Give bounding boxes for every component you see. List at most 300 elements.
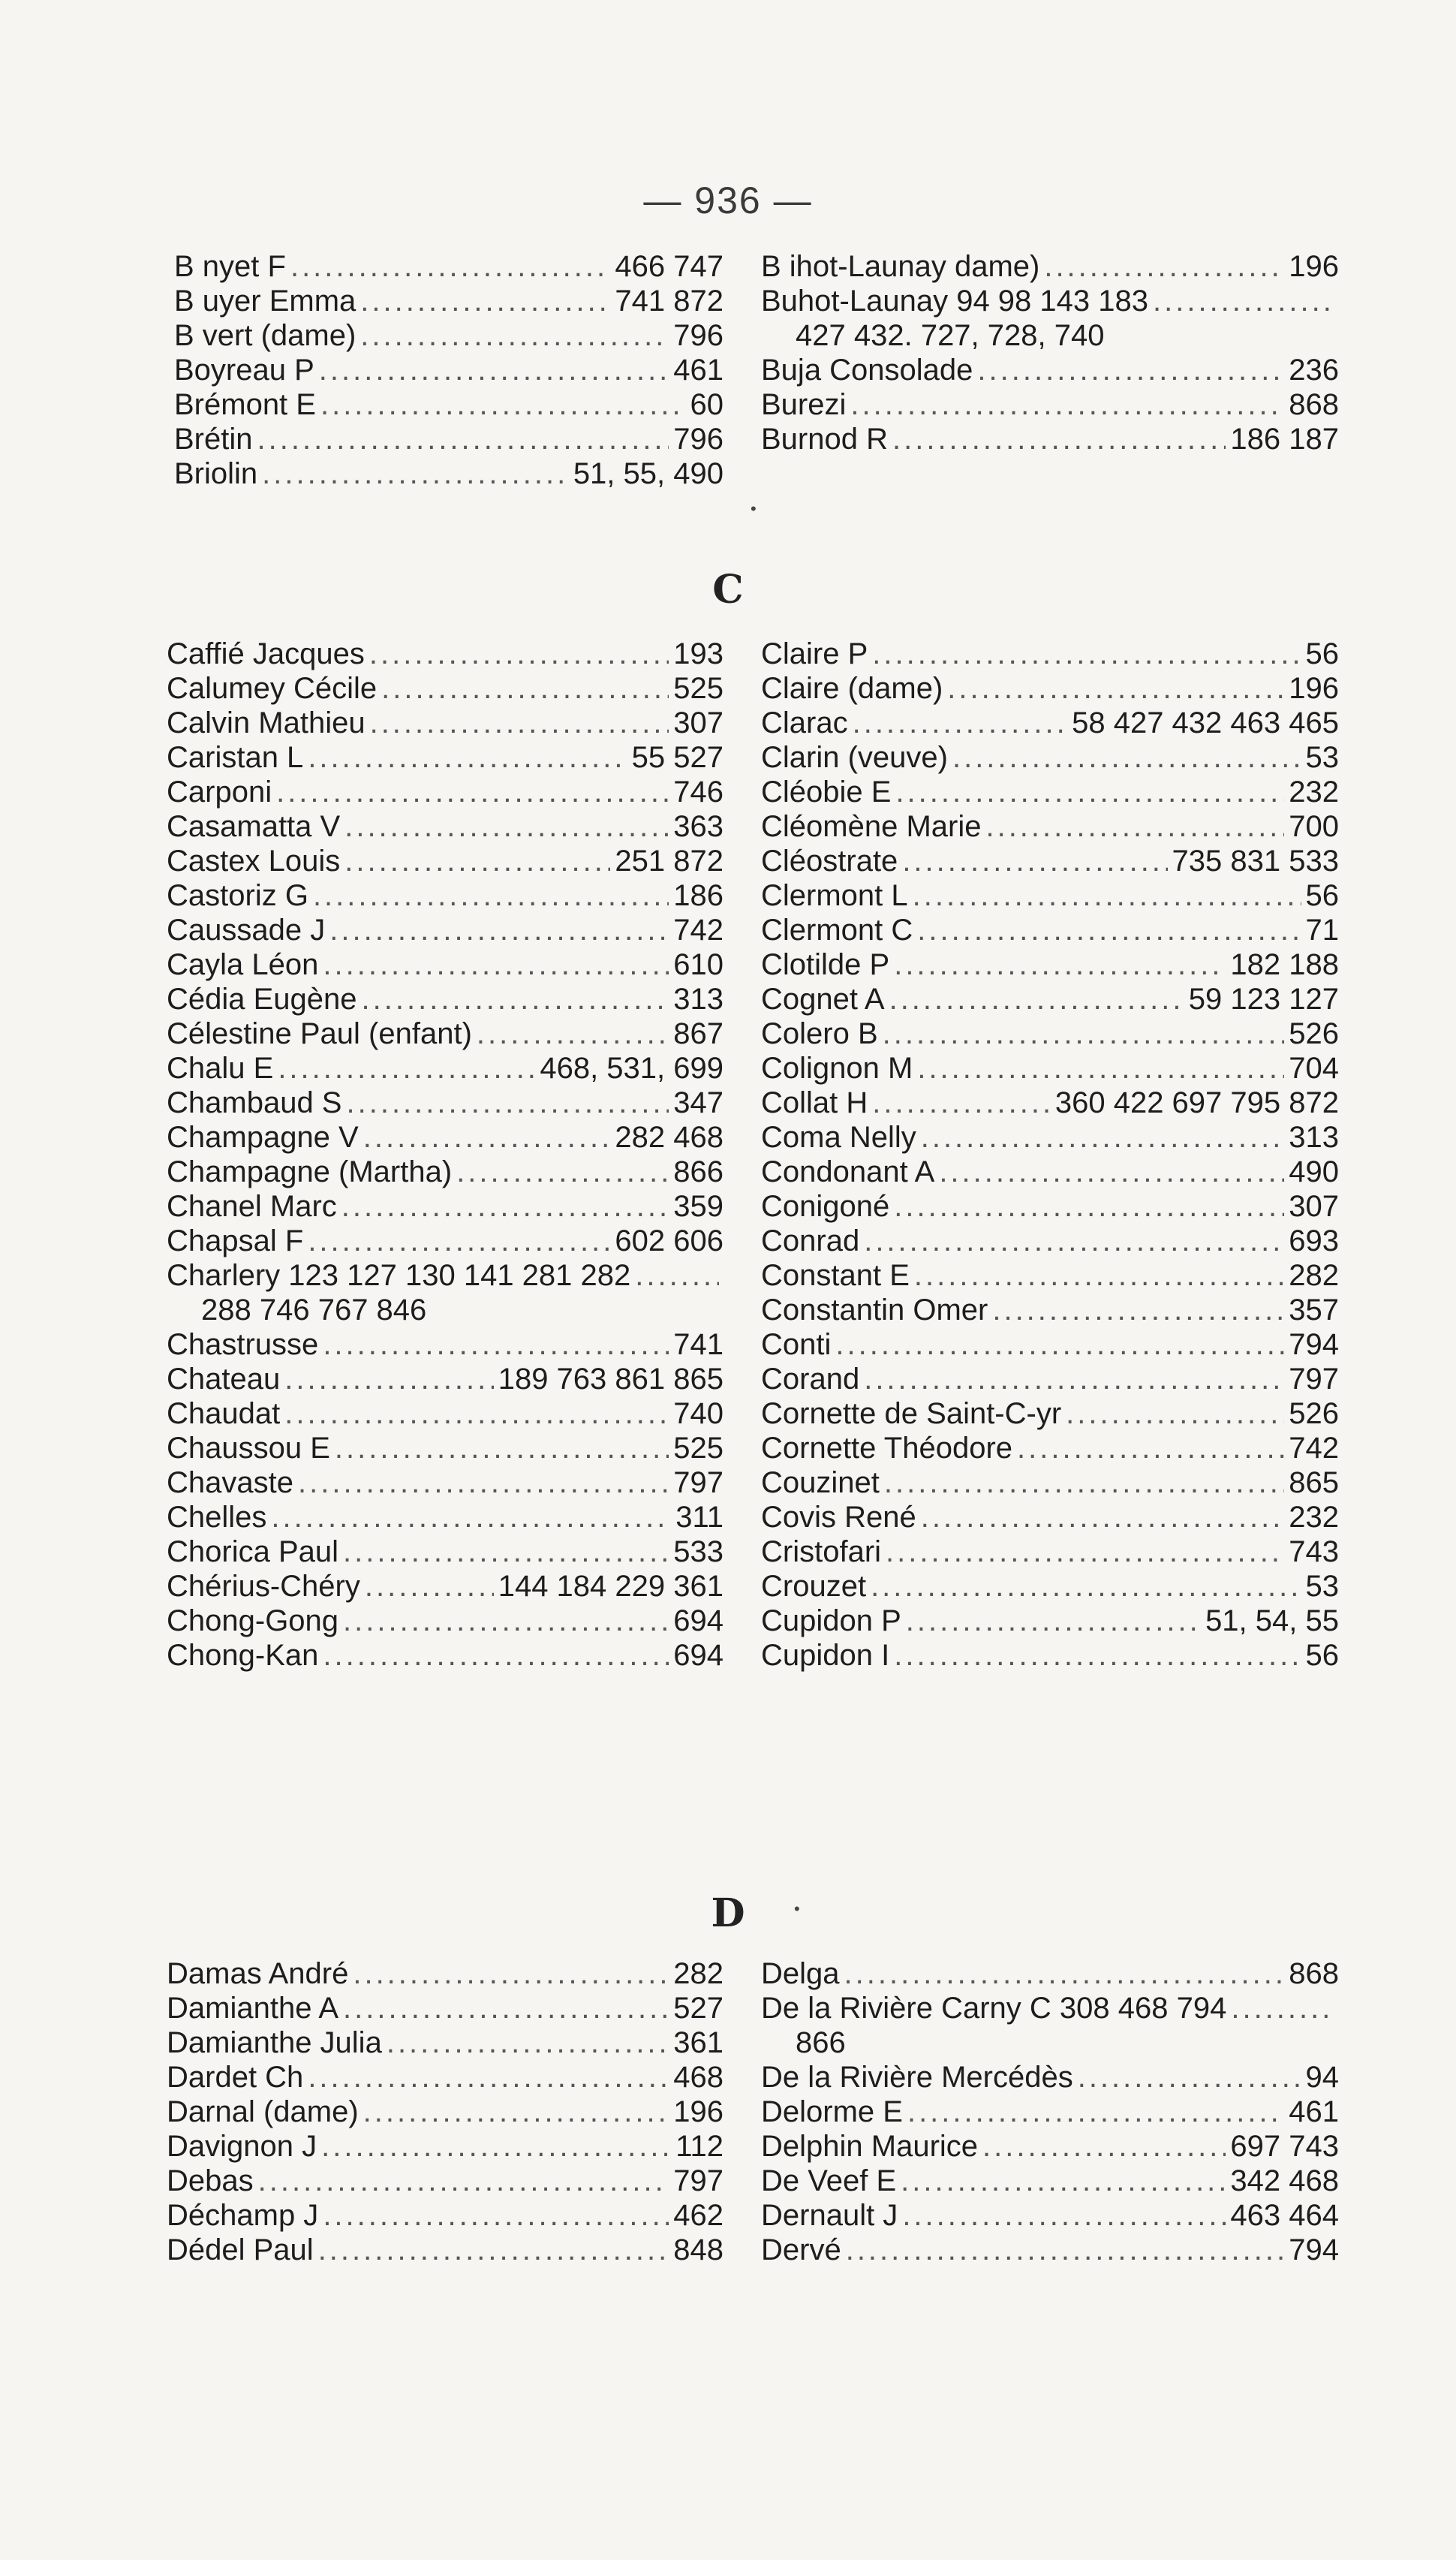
index-entry	[174, 422, 723, 456]
dot-leader	[308, 2060, 669, 2095]
dot-leader	[318, 2233, 669, 2267]
index-entry	[167, 1362, 723, 1396]
entry-name: Clarin (veuve)	[761, 741, 948, 774]
index-entry	[167, 1956, 723, 1991]
ink-speck: •	[794, 1899, 800, 1918]
index-entry	[174, 284, 723, 318]
entry-name: Cognet A	[761, 983, 885, 1016]
dot-leader	[346, 1086, 669, 1120]
entry-page-refs: 71	[1305, 914, 1339, 947]
entry-page-refs: 313	[673, 983, 723, 1016]
entry-page-refs: 742	[1289, 1432, 1339, 1465]
index-entry	[167, 2060, 723, 2095]
dot-leader	[864, 1224, 1284, 1258]
dot-leader	[889, 982, 1184, 1016]
entry-name: Cupidon I	[761, 1639, 890, 1672]
entry-name: Carponi	[167, 776, 272, 809]
entry-name: Déchamp J	[167, 2199, 319, 2232]
index-entry	[167, 1155, 723, 1189]
dot-leader	[939, 1155, 1284, 1189]
entry-name: Cornette de Saint-C-yr	[761, 1397, 1062, 1430]
index-entry	[761, 1604, 1339, 1638]
index-entry	[761, 1224, 1339, 1258]
entry-name: Chapsal F	[167, 1224, 304, 1257]
entry-page-refs: 461	[673, 354, 723, 387]
entry-page-refs: 694	[673, 1639, 723, 1672]
dot-leader	[387, 2025, 669, 2060]
entry-name: Caussade J	[167, 914, 326, 947]
dot-leader	[835, 1327, 1284, 1362]
entry-page-refs: 56	[1305, 637, 1339, 670]
dot-leader	[1066, 1396, 1284, 1431]
entry-name: Caristan L	[167, 741, 304, 774]
dot-leader	[913, 878, 1301, 913]
entry-page-refs: 55 527	[631, 741, 723, 774]
dot-leader	[323, 2198, 669, 2233]
entry-name: Casamatta V	[167, 810, 341, 843]
entry-page-refs: 746	[673, 776, 723, 809]
dot-leader	[850, 387, 1284, 422]
dot-leader	[883, 1016, 1285, 1051]
entry-name: Calvin Mathieu	[167, 706, 366, 739]
index-entry	[761, 1431, 1339, 1465]
entry-name: Chateau	[167, 1363, 281, 1396]
entry-page-refs: 868	[1289, 1957, 1339, 1990]
entry-page-refs: 56	[1305, 879, 1339, 912]
index-entry	[761, 740, 1339, 775]
index-entry	[761, 1293, 1339, 1327]
entry-name: Davignon J	[167, 2130, 317, 2163]
index-entry	[167, 947, 723, 982]
dot-leader	[907, 2095, 1284, 2129]
entry-page-refs: 735 831 533	[1172, 845, 1339, 878]
entry-page-refs: 196	[673, 2095, 723, 2128]
entry-page-refs: 794	[1289, 1328, 1339, 1361]
dot-leader	[846, 2233, 1285, 2267]
entry-name: Célestine Paul (enfant)	[167, 1017, 472, 1050]
dot-leader	[477, 1016, 669, 1051]
index-entry	[167, 844, 723, 878]
index-entry	[761, 775, 1339, 809]
dot-leader	[363, 2095, 669, 2129]
entry-page-refs: 533	[673, 1535, 723, 1568]
index-entry-continuation	[761, 2025, 1339, 2060]
entry-page-refs: 868	[1289, 388, 1339, 421]
dot-leader	[952, 740, 1301, 775]
index-entry	[761, 1396, 1339, 1431]
entry-page-refs: 347	[673, 1086, 723, 1119]
entry-name: B ihot-Launay dame)	[761, 250, 1040, 283]
dot-leader	[864, 1362, 1284, 1396]
dot-leader	[369, 637, 669, 671]
index-entry	[167, 1569, 723, 1604]
index-entry	[167, 2164, 723, 2198]
entry-page-refs: 182 188	[1230, 948, 1339, 981]
entry-name: Chanel Marc	[167, 1190, 337, 1223]
entry-page-refs: 59 123 127	[1188, 983, 1339, 1016]
dot-leader	[985, 809, 1284, 844]
index-entry	[761, 1086, 1339, 1120]
entry-page-refs: 361	[673, 2026, 723, 2059]
index-entry	[167, 1051, 723, 1086]
dot-leader	[308, 1224, 610, 1258]
index-entry	[761, 1120, 1339, 1155]
entry-page-refs: 51, 55, 490	[573, 457, 723, 490]
dot-leader	[906, 1604, 1201, 1638]
entry-page-refs: 867	[673, 1017, 723, 1050]
index-entry	[174, 353, 723, 387]
dot-leader	[284, 1396, 669, 1431]
index-entry	[761, 947, 1339, 982]
dot-leader	[871, 1569, 1301, 1604]
index-entry	[167, 775, 723, 809]
dot-leader	[921, 1500, 1284, 1534]
section-letter-c: C	[712, 567, 744, 613]
dot-leader	[635, 1258, 719, 1293]
index-entry	[761, 2198, 1339, 2233]
entry-page-refs: 144 184 229 361	[498, 1570, 723, 1603]
index-entry	[761, 1569, 1339, 1604]
entry-name: Damianthe Julia	[167, 2026, 382, 2059]
section-c-right-column	[761, 637, 1339, 1673]
index-entry	[761, 2129, 1339, 2164]
dot-leader	[1153, 284, 1334, 318]
dot-leader	[886, 1534, 1284, 1569]
entry-name: Damianthe A	[167, 1992, 339, 2025]
entry-page-refs: 741	[673, 1328, 723, 1361]
index-entry	[761, 878, 1339, 913]
entry-name: Chastrusse	[167, 1328, 319, 1361]
entry-name: Couzinet	[761, 1466, 880, 1499]
entry-page-refs: 704	[1289, 1052, 1339, 1085]
dot-leader	[1044, 249, 1284, 284]
index-entry	[167, 2095, 723, 2129]
entry-name: Cléostrate	[761, 845, 898, 878]
dot-leader	[343, 1604, 669, 1638]
index-entry	[167, 1189, 723, 1224]
entry-page-refs: 307	[673, 706, 723, 739]
index-entry	[167, 1327, 723, 1362]
entry-name: Cléobie E	[761, 776, 892, 809]
index-entry	[761, 249, 1339, 284]
entry-page-refs: 466 747	[615, 250, 723, 283]
index-entry	[761, 1362, 1339, 1396]
index-entry	[167, 1604, 723, 1638]
dot-leader	[284, 1362, 493, 1396]
index-entry	[761, 1638, 1339, 1673]
entry-name: Dardet Ch	[167, 2061, 304, 2094]
dot-leader	[901, 2164, 1226, 2198]
index-entry	[167, 2198, 723, 2233]
entry-name: Brémont E	[174, 388, 316, 421]
entry-page-refs: 526	[1289, 1397, 1339, 1430]
index-entry	[167, 1224, 723, 1258]
dot-leader	[977, 353, 1284, 387]
entry-name: De Veef E	[761, 2164, 897, 2197]
dot-leader	[921, 1120, 1285, 1155]
dot-leader	[1078, 2060, 1301, 2095]
dot-leader	[343, 1534, 669, 1569]
entry-page-refs: 468, 531, 699	[540, 1052, 723, 1085]
dot-leader	[344, 844, 610, 878]
entry-name: Caffié Jacques	[167, 637, 365, 670]
dot-leader	[308, 740, 627, 775]
entry-name: Constantin Omer	[761, 1294, 988, 1327]
dot-leader	[341, 1189, 669, 1224]
index-entry	[167, 740, 723, 775]
index-entry	[167, 878, 723, 913]
dot-leader	[365, 1569, 494, 1604]
index-entry	[761, 809, 1339, 844]
index-entry	[167, 1991, 723, 2025]
index-entry	[167, 1431, 723, 1465]
entry-name: Corand	[761, 1363, 860, 1396]
section-b-left-column	[174, 249, 723, 491]
index-entry-continuation	[167, 1293, 723, 1327]
entry-name: Conigoné	[761, 1190, 890, 1223]
entry-page-refs: 236	[1289, 354, 1339, 387]
entry-name: Claire (dame)	[761, 672, 943, 705]
entry-name: Clermont C	[761, 914, 913, 947]
entry-page-refs: 232	[1289, 776, 1339, 809]
entry-page-refs: 232	[1289, 1501, 1339, 1534]
entry-page-refs: 694	[673, 1604, 723, 1637]
entry-name: Cédia Eugène	[167, 983, 357, 1016]
entry-name: Briolin	[174, 457, 258, 490]
entry-page-refs: 602 606	[615, 1224, 723, 1257]
index-entry	[761, 2164, 1339, 2198]
dot-leader	[319, 353, 669, 387]
entry-page-refs: 526	[1289, 1017, 1339, 1050]
dot-leader	[1231, 1991, 1334, 2025]
entry-name: Brétin	[174, 423, 253, 456]
entry-name: Condonant A	[761, 1155, 935, 1188]
entry-page-refs: 189 763 861 865	[498, 1363, 723, 1396]
index-entry	[167, 2025, 723, 2060]
entry-name: Clarac	[761, 706, 848, 739]
entry-page-refs: 743	[1289, 1535, 1339, 1568]
index-entry	[761, 982, 1339, 1016]
entry-name: Damas André	[167, 1957, 349, 1990]
index-entry	[167, 1258, 723, 1293]
section-b-right-column	[761, 249, 1339, 456]
page-number: — 936 —	[643, 179, 813, 221]
dot-leader	[884, 1465, 1284, 1500]
index-entry	[167, 637, 723, 671]
entry-name: Dédel Paul	[167, 2233, 314, 2266]
section-c-left-column	[167, 637, 723, 1673]
entry-name: Chérius-Chéry	[167, 1570, 360, 1603]
entry-page-refs: 527	[673, 1992, 723, 2025]
entry-name: Buhot-Launay 94 98 143 183	[761, 285, 1148, 318]
entry-page-refs: 794	[1289, 2233, 1339, 2266]
entry-page-refs: 51, 54, 55	[1205, 1604, 1339, 1637]
entry-name: Collat H	[761, 1086, 868, 1119]
dot-leader	[271, 1500, 671, 1534]
dot-leader	[353, 1956, 669, 1991]
entry-name: Claire P	[761, 637, 868, 670]
entry-name: Boyreau P	[174, 354, 314, 387]
entry-name: Chong-Gong	[167, 1604, 339, 1637]
entry-page-refs: 797	[673, 1466, 723, 1499]
entry-page-refs: 462	[673, 2199, 723, 2232]
index-entry	[761, 422, 1339, 456]
index-entry	[761, 1258, 1339, 1293]
entry-name: Chaudat	[167, 1397, 281, 1430]
dot-leader	[320, 387, 686, 422]
index-entry	[761, 1051, 1339, 1086]
entry-name: Chorica Paul	[167, 1535, 339, 1568]
entry-name: Covis René	[761, 1501, 916, 1534]
entry-name: Debas	[167, 2164, 254, 2197]
dot-leader	[344, 809, 669, 844]
dot-leader	[917, 913, 1301, 947]
dot-leader	[335, 1431, 669, 1465]
index-entry-continuation	[761, 318, 1339, 353]
section-d-right-column	[761, 1956, 1339, 2267]
index-entry	[167, 982, 723, 1016]
entry-name: Colero B	[761, 1017, 878, 1050]
dot-leader	[323, 1638, 669, 1673]
entry-name: Burezi	[761, 388, 847, 421]
entry-page-refs: 307	[1289, 1190, 1339, 1223]
entry-page-refs: 186 187	[1230, 423, 1339, 456]
entry-name: B vert (dame)	[174, 319, 356, 352]
entry-page-refs: 311	[675, 1501, 723, 1534]
index-entry	[761, 353, 1339, 387]
dot-leader	[370, 706, 669, 740]
index-entry	[174, 456, 723, 491]
index-entry	[761, 2060, 1339, 2095]
entry-name: Cristofari	[761, 1535, 882, 1568]
dot-leader	[360, 284, 610, 318]
dot-leader	[258, 2164, 669, 2198]
dot-leader	[257, 422, 669, 456]
entry-name: Champagne V	[167, 1121, 359, 1154]
index-entry	[761, 1327, 1339, 1362]
entry-name: Castoriz G	[167, 879, 308, 912]
entry-page-refs: 461	[1289, 2095, 1339, 2128]
entry-page-refs: 740	[673, 1397, 723, 1430]
dot-leader	[982, 2129, 1226, 2164]
entry-page-refs: 525	[673, 1432, 723, 1465]
entry-page-refs: 58 427 432 463 465	[1072, 706, 1339, 739]
dot-leader	[298, 1465, 669, 1500]
index-entry	[761, 2095, 1339, 2129]
entry-name: Burnod R	[761, 423, 888, 456]
entry-page-refs: 866	[673, 1155, 723, 1188]
entry-name: Charlery 123 127 130 141 281 282	[167, 1259, 631, 1292]
entry-page-refs: 797	[1289, 1363, 1339, 1396]
entry-name: Calumey Cécile	[167, 672, 378, 705]
index-entry	[167, 1086, 723, 1120]
dot-leader	[902, 844, 1167, 878]
entry-page-refs: 94	[1305, 2061, 1339, 2094]
dot-leader	[902, 2198, 1226, 2233]
entry-page-refs: 313	[1289, 1121, 1339, 1154]
entry-page-refs: 797	[673, 2164, 723, 2197]
entry-name: Conrad	[761, 1224, 860, 1257]
index-entry	[761, 2233, 1339, 2267]
entry-page-refs: 60	[690, 388, 723, 421]
entry-page-refs: 697 743	[1230, 2130, 1339, 2163]
entry-page-refs: 741 872	[615, 285, 723, 318]
entry-page-refs: 693	[1289, 1224, 1339, 1257]
index-entry	[761, 1534, 1339, 1569]
index-entry	[174, 387, 723, 422]
index-entry	[761, 1155, 1339, 1189]
dot-leader	[894, 1638, 1301, 1673]
entry-name: Castex Louis	[167, 845, 341, 878]
index-entry	[167, 809, 723, 844]
dot-leader	[262, 456, 569, 491]
entry-page-refs: 363	[673, 810, 723, 843]
entry-name: Chavaste	[167, 1466, 293, 1499]
entry-name: Cléomène Marie	[761, 810, 982, 843]
entry-page-refs: 490	[1289, 1155, 1339, 1188]
entry-name: Chelles	[167, 1501, 267, 1534]
dot-leader	[323, 1327, 669, 1362]
entry-name: 427 432. 727, 728, 740	[796, 319, 1105, 352]
entry-page-refs: 342 468	[1230, 2164, 1339, 2197]
entry-name: 866	[796, 2026, 846, 2059]
entry-name: Delorme E	[761, 2095, 903, 2128]
entry-page-refs: 525	[673, 672, 723, 705]
index-entry	[167, 2233, 723, 2267]
dot-leader	[872, 1086, 1051, 1120]
entry-name: De la Rivière Mercédès	[761, 2061, 1073, 2094]
index-entry	[761, 1991, 1339, 2025]
entry-page-refs: 357	[1289, 1294, 1339, 1327]
entry-name: Clotilde P	[761, 948, 890, 981]
entry-name: Cupidon P	[761, 1604, 901, 1637]
dot-leader	[894, 947, 1226, 982]
entry-name: Dervé	[761, 2233, 841, 2266]
entry-name: B uyer Emma	[174, 285, 356, 318]
dot-leader	[917, 1051, 1284, 1086]
dot-leader	[892, 422, 1226, 456]
entry-page-refs: 53	[1305, 1570, 1339, 1603]
index-entry	[167, 706, 723, 740]
entry-page-refs: 282 468	[615, 1121, 723, 1154]
dot-leader	[360, 318, 669, 353]
index-entry	[761, 387, 1339, 422]
dot-leader	[363, 1120, 611, 1155]
entry-name: Coma Nelly	[761, 1121, 916, 1154]
dot-leader	[276, 775, 669, 809]
entry-name: Constant E	[761, 1259, 910, 1292]
entry-name: Buja Consolade	[761, 354, 973, 387]
index-entry	[174, 249, 723, 284]
dot-leader	[992, 1293, 1284, 1327]
entry-page-refs: 848	[673, 2233, 723, 2266]
index-entry	[167, 671, 723, 706]
index-entry	[761, 1016, 1339, 1051]
entry-page-refs: 700	[1289, 810, 1339, 843]
entry-page-refs: 610	[673, 948, 723, 981]
entry-name: Chaussou E	[167, 1432, 330, 1465]
entry-page-refs: 360 422 697 795 872	[1054, 1086, 1339, 1119]
entry-name: 288 746 767 846	[201, 1294, 427, 1327]
section-d-left-column	[167, 1956, 723, 2267]
dot-leader	[381, 671, 669, 706]
dot-leader	[914, 1258, 1284, 1293]
index-entry	[167, 2129, 723, 2164]
entry-page-refs: 193	[673, 637, 723, 670]
entry-page-refs: 796	[673, 423, 723, 456]
index-entry	[167, 1534, 723, 1569]
entry-name: De la Rivière Carny C 308 468 794	[761, 1992, 1227, 2025]
